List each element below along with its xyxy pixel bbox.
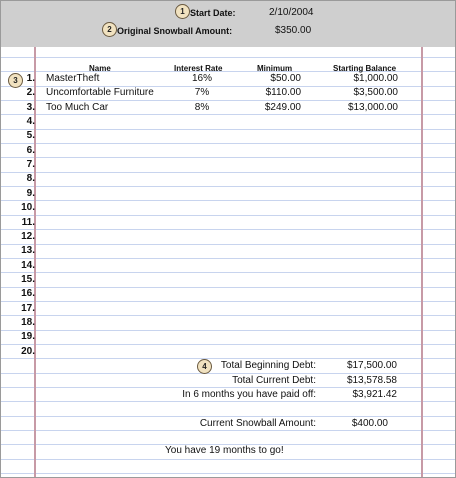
ruled-line [1,172,455,173]
months-to-go-message: You have 19 months to go! [165,445,284,456]
ruled-line [1,186,455,187]
row-number: 20. [21,346,35,357]
debt-name-cell[interactable]: Uncomfortable Furniture [46,87,154,98]
row-number: 18. [21,317,35,328]
ruled-line [1,244,455,245]
ruled-line [1,272,455,273]
row-number: 17. [21,303,35,314]
row-number: 15. [21,274,35,285]
interest-rate-cell[interactable]: 7% [194,87,210,98]
ruled-line [1,473,455,474]
ruled-line [1,416,455,417]
header-panel [1,1,455,47]
ruled-line [1,157,455,158]
ruled-line [1,430,455,431]
row-number: 6. [26,145,35,156]
starting-balance-cell[interactable]: $13,000.00 [347,102,398,113]
ledger-sheet [1,47,455,477]
total-beginning-debt-value: $17,500.00 [346,360,397,371]
ruled-line [1,100,455,101]
starting-balance-cell[interactable]: $1,000.00 [353,73,398,84]
start-date-value[interactable]: 2/10/2004 [269,7,314,18]
row-number: 4. [26,116,35,127]
ruled-line [1,401,455,402]
right-margin-line [421,47,423,477]
row-number: 7. [26,159,35,170]
ruled-line [1,330,455,331]
minimum-cell[interactable]: $110.00 [265,87,301,98]
row-number: 8. [26,173,35,184]
column-header-interest-rate: Interest Rate [174,64,223,73]
callout-2: 2 [102,22,117,37]
ruled-line [1,373,455,374]
minimum-cell[interactable]: $50.00 [270,73,301,84]
ruled-line [1,344,455,345]
ruled-line [1,358,455,359]
ruled-line [1,301,455,302]
row-number: 1. [26,73,35,84]
total-current-debt-value: $13,578.58 [346,375,397,386]
debt-name-cell[interactable]: Too Much Car [46,102,109,113]
total-current-debt-label: Total Current Debt: [232,375,316,386]
ruled-line [1,129,455,130]
ruled-line [1,57,455,58]
row-number: 13. [21,245,35,256]
column-header-name: Name [89,64,111,73]
ruled-line [1,287,455,288]
row-number: 3. [26,102,35,113]
ruled-line [1,200,455,201]
callout-1: 1 [175,4,190,19]
minimum-cell[interactable]: $249.00 [264,102,301,113]
start-date-label: Start Date: [190,8,236,18]
row-number: 16. [21,288,35,299]
starting-balance-cell[interactable]: $3,500.00 [353,87,398,98]
ruled-line [1,459,455,460]
current-snowball-label: Current Snowball Amount: [199,418,316,429]
ruled-line [1,114,455,115]
ruled-line [1,387,455,388]
total-beginning-debt-label: Total Beginning Debt: [220,360,316,371]
row-number: 2. [26,87,35,98]
callout-3: 3 [8,73,23,88]
row-number: 9. [26,188,35,199]
column-header-starting-balance: Starting Balance [333,64,397,73]
ruled-line [1,143,455,144]
callout-4: 4 [197,359,212,374]
ruled-line [1,229,455,230]
ruled-line [1,258,455,259]
paid-off-label: In 6 months you have paid off: [182,389,316,400]
ruled-line [1,315,455,316]
snowball-value[interactable]: $350.00 [275,25,312,36]
interest-rate-cell[interactable]: 8% [194,102,210,113]
current-snowball-value: $400.00 [351,418,388,429]
snowball-label: Original Snowball Amount: [117,26,233,36]
interest-rate-cell[interactable]: 16% [191,73,212,84]
column-header-minimum: Minimum [257,64,293,73]
row-number: 11. [21,217,35,228]
row-number: 12. [21,231,35,242]
row-number: 10. [21,202,35,213]
paid-off-value: $3,921.42 [352,389,397,400]
row-number: 5. [26,130,35,141]
row-number: 14. [21,260,35,271]
debt-name-cell[interactable]: MasterTheft [46,73,100,84]
ruled-line [1,215,455,216]
row-number: 19. [21,331,35,342]
